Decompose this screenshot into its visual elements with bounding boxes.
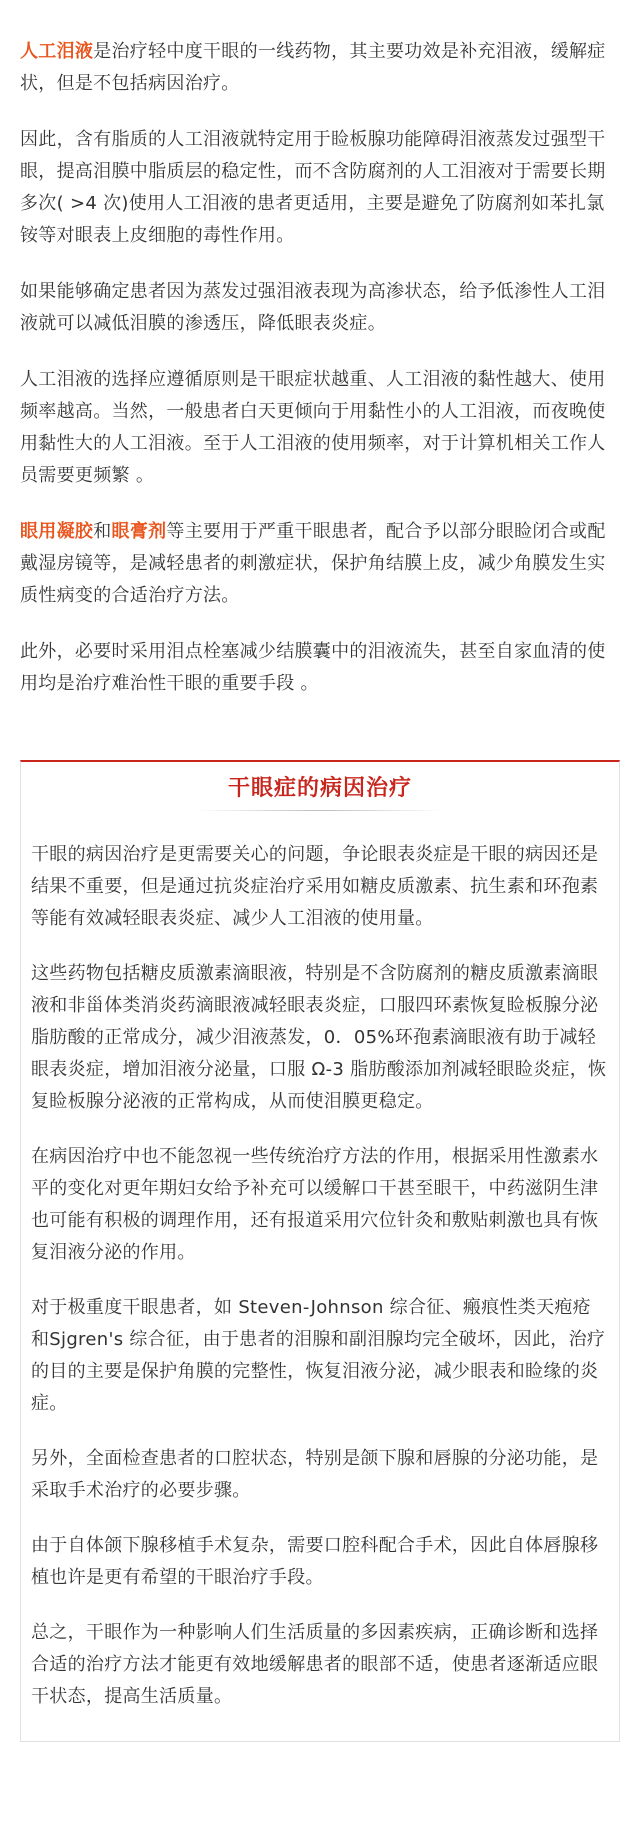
paragraph-oral-exam: 另外，全面检查患者的口腔状态，特别是颌下腺和唇腺的分泌功能，是采取手术治疗的必要步骤。 — [31, 1448, 599, 1501]
paragraph-text: 是治疗轻中度干眼的一线药物，其主要功效是补充泪液，缓解症状，但是不包括病因治疗。 — [20, 41, 606, 94]
paragraph-lipid-tears: 因此，含有脂质的人工泪液就特定用于睑板腺功能障碍泪液蒸发过强型干眼，提高泪膜中脂质层的稳定性，而不含防腐剂的人工泪液对于需要长期多次( >4 次)使用人工泪液的患者更适用，主要是避免了防腐剂如苯扎氯铵等对眼表上皮细胞的毒性作用。 — [20, 129, 606, 246]
highlight-term: 眼用凝胶 — [20, 521, 94, 542]
paragraph-text: 等主要用于严重干眼患者，配合予以部分眼睑闭合或配戴湿房镜等，是减轻患者的刺激症状，保护角结膜上皮，减少角膜发生实质性病变的合适治疗方法。 — [20, 521, 606, 606]
paragraph-gland-transplant: 由于自体颌下腺移植手术复杂，需要口腔科配合手术，因此自体唇腺移植也许是更有希望的干眼治疗手段。 — [31, 1535, 599, 1588]
section-title: 干眼症的病因治疗 — [227, 776, 412, 801]
paragraph-severe-cases: 对于极重度干眼患者，如 Steven-Johnson 综合征、瘢痕性类天疱疮和Sjgren's 综合征，由于患者的泪腺和副泪腺均完全破坏，因此，治疗的目的主要是保护角膜的完整性，恢复泪液分泌，减少眼表和睑缘的炎症。 — [31, 1297, 606, 1414]
paragraph-traditional: 在病因治疗中也不能忽视一些传统治疗方法的作用，根据采用性激素水平的变化对更年期妇女给予补充可以缓解口干甚至眼干，中药滋阴生津也可能有积极的调理作用，还有报道采用穴位针灸和敷贴刺激也具有恢复泪液分泌的作用。 — [31, 1146, 599, 1263]
paragraph-etiology: 干眼的病因治疗是更需要关心的问题，争论眼表炎症是干眼的病因还是结果不重要，但是通过抗炎症治疗采用如糖皮质激素、抗生素和环孢素等能有效减轻眼表炎症、减少人工泪液的使用量。 — [31, 844, 599, 929]
paragraph-conclusion: 总之，干眼作为一种影响人们生活质量的多因素疾病，正确诊断和选择合适的治疗方法才能更有效地缓解患者的眼部不适，使患者逐渐适应眼干状态，提高生活质量。 — [31, 1622, 599, 1707]
paragraph-artificial-tears — [20, 36, 620, 100]
highlight-term: 人工泪液 — [20, 41, 94, 62]
highlight-term: 眼膏剂 — [111, 521, 167, 542]
paragraph-gel-ointment — [20, 516, 620, 612]
paragraph-hypotonic-tears: 如果能够确定患者因为蒸发过强泪液表现为高渗状态，给予低渗性人工泪液就可以减低泪膜的渗透压，降低眼表炎症。 — [20, 281, 606, 334]
paragraph-text: 和 — [93, 521, 112, 542]
intro-section — [20, 36, 620, 700]
box-body — [31, 811, 609, 1713]
paragraph-punctal-plug: 此外，必要时采用泪点栓塞减少结膜囊中的泪液流失，甚至自家血清的使用均是治疗难治性干眼的重要手段 。 — [20, 641, 606, 694]
box-header — [31, 762, 609, 811]
paragraph-selection-principle: 人工泪液的选择应遵循原则是干眼症状越重、人工泪液的黏性越大、使用频率越高。当然，一般患者白天更倾向于用黏性小的人工泪液，而夜晚使用黏性大的人工泪液。至于人工泪液的使用频率，对于计算机相关工作人员需要更频繁 。 — [20, 369, 606, 486]
etiology-treatment-box — [20, 760, 620, 1742]
paragraph-drugs: 这些药物包括糖皮质激素滴眼液，特别是不含防腐剂的糖皮质激素滴眼液和非甾体类消炎药滴眼液减轻眼表炎症，口服四环素恢复睑板腺分泌脂肪酸的正常成分，减少泪液蒸发，0．05%环孢素滴眼液有助于减轻眼表炎症，增加泪液分泌量，口服 Ω-3 脂肪酸添加剂减轻眼睑炎症，恢复睑板腺分泌液的正常构成，从而使泪膜更稳定。 — [31, 963, 607, 1112]
